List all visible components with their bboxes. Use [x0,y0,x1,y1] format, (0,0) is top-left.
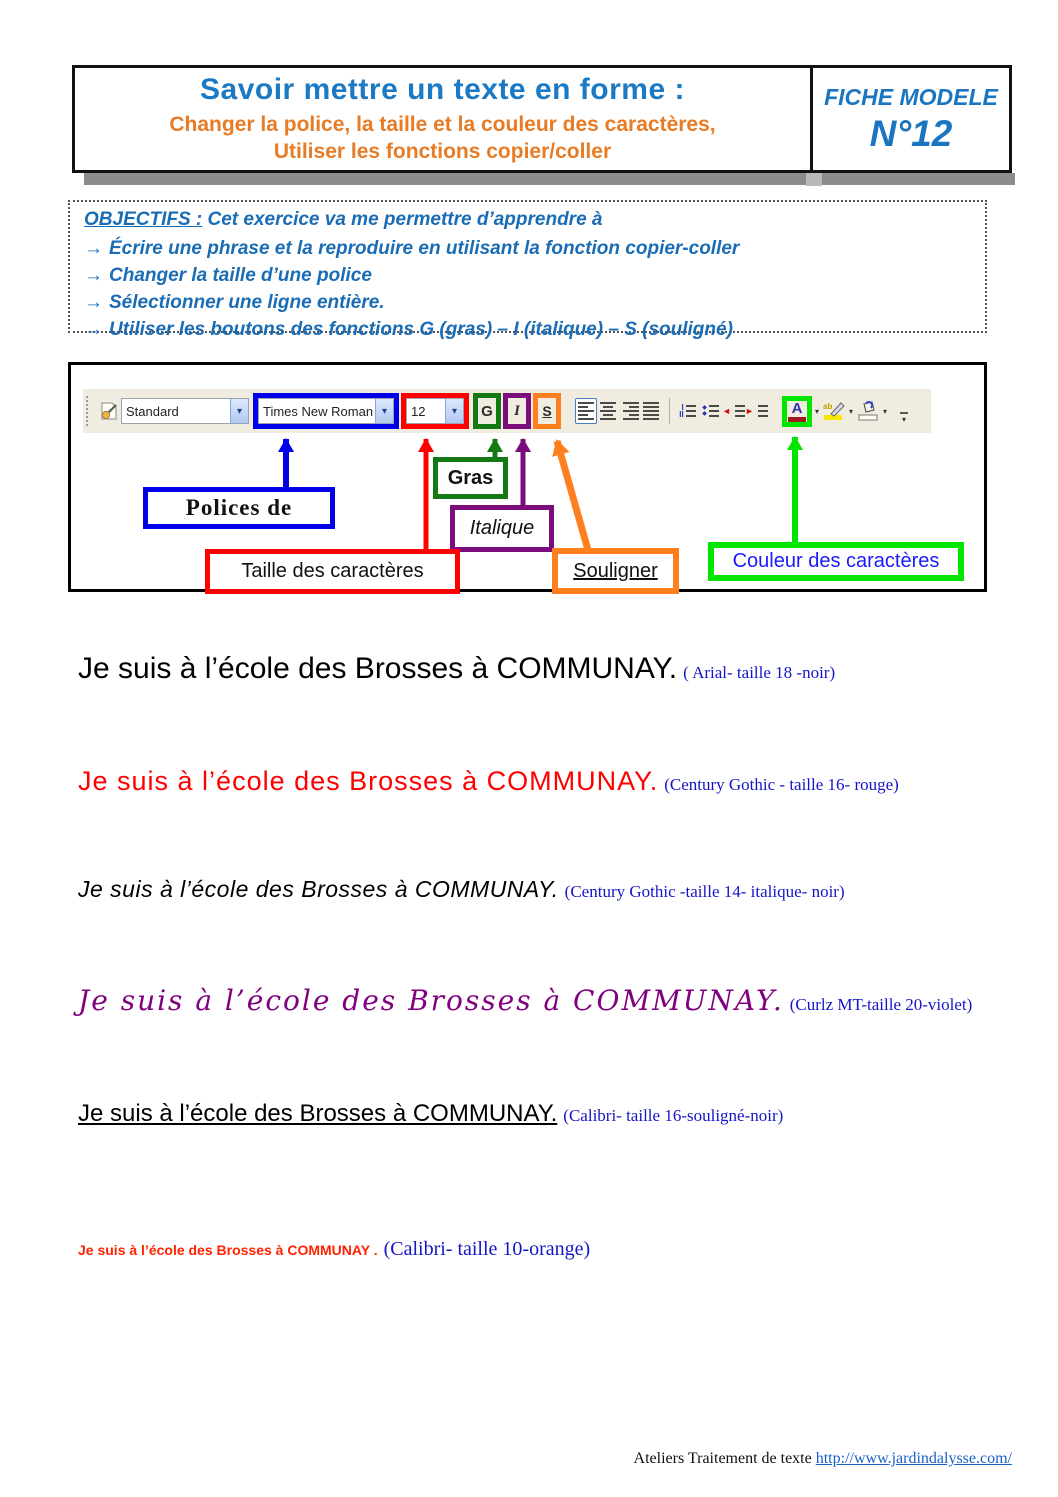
font-size-highlight-box [401,393,469,429]
chevron-down-icon[interactable]: ▾ [883,406,888,416]
sample-text: Je suis à l’école des Brosses à COMMUNAY . [78,1242,378,1258]
fiche-number: N°12 [869,112,953,154]
objective-text: Utiliser les boutons des fonctions G (gras) – I (italique) – S (souligné) [109,319,733,340]
font-color-swatch [788,417,806,422]
objective-item [84,235,971,262]
chevron-down-icon[interactable]: ▾ [230,399,248,423]
sample-line-arial [78,652,835,686]
sample-text: Je suis à l’école des Brosses à COMMUNAY. [78,766,659,796]
page-subtitle-1: Changer la police, la taille et la couleur des caractères, [169,113,716,136]
header-shadow-notch [806,173,822,186]
toolbar-drag-handle-icon[interactable] [86,396,92,426]
objectives-box [68,200,987,340]
increase-indent-button[interactable]: ► [745,398,768,424]
align-justify-button[interactable] [641,398,663,424]
fiche-modele-label: FICHE MODELE [824,83,998,110]
arrow-bullet-icon: → [84,265,103,286]
bold-highlight-box [473,393,501,429]
chevron-down-icon[interactable]: ▾ [815,406,820,416]
callout-font: Polices de [143,487,335,529]
objectives-heading-rest: Cet exercice va me permettre d’apprendre à [202,209,603,230]
format-paintbrush-icon[interactable] [97,399,121,423]
bullet-list-button[interactable]: ◆ ◆ [699,398,722,424]
font-color-highlight-box [782,396,812,427]
sample-text: Je suis à l’école des Brosses à COMMUNAY. [78,984,784,1017]
background-color-icon[interactable] [856,400,880,422]
svg-text:ab: ab [823,402,833,411]
font-color-button[interactable] [787,401,807,422]
italic-button[interactable]: I [508,398,526,424]
word-processor-toolbar [83,389,931,433]
italic-highlight-box [503,393,531,429]
underline-highlight-box [533,393,561,429]
header-shadow [84,173,1015,185]
sample-note: (Calibri- taille 16-souligné-noir) [563,1106,784,1125]
sample-text: Je suis à l’école des Brosses à COMMUNAY. [78,876,559,902]
toolbar-overflow-button[interactable]: ▾ [900,412,908,424]
arrow-bullet-icon: → [84,292,103,313]
callout-size: Taille des caractères [205,549,460,594]
objective-text: Écrire une phrase et la reproduire en utilisant la fonction copier-coller [109,238,740,259]
font-size-dropdown[interactable] [406,398,464,424]
sample-line-calibri-16 [78,1100,783,1128]
footer-text: Ateliers Traitement de texte [633,1450,816,1467]
header [72,65,1012,173]
sample-line-century-16 [78,766,899,797]
arrow-bullet-icon: → [84,319,103,340]
chevron-down-icon[interactable]: ▾ [375,399,393,423]
objective-item [84,316,971,343]
header-badge-cell [810,68,1009,170]
objective-item [84,289,971,316]
objective-text: Sélectionner une ligne entière. [109,292,385,313]
objectives-heading-underlined: OBJECTIFS : [84,209,203,230]
sample-note: (Century Gothic - taille 16- rouge) [664,775,899,794]
highlighting-color-icon[interactable] [822,400,846,422]
chevron-down-icon[interactable]: ▾ [445,399,463,423]
paragraph-style-value: Standard [126,403,179,419]
sample-line-century-14 [78,876,845,903]
footer-link[interactable]: http://www.jardindalysse.com/ [815,1450,1012,1467]
footer [634,1450,1012,1468]
chevron-down-icon[interactable]: ▾ [849,406,854,416]
sample-note: (Century Gothic -taille 14- italique- noir) [564,882,845,901]
font-size-value: 12 [411,403,426,419]
font-name-value: Times New Roman [263,403,374,419]
sample-note: (Curlz MT-taille 20-violet) [789,995,973,1014]
sample-line-calibri-10 [78,1238,590,1261]
toolbar-separator [669,398,670,424]
sample-note: (Calibri- taille 10-orange) [383,1238,591,1260]
paragraph-style-dropdown[interactable] [121,398,249,424]
callout-color: Couleur des caractères [708,542,964,581]
underline-button[interactable]: S [538,398,556,424]
bold-button[interactable]: G [478,398,496,424]
font-name-dropdown[interactable] [258,398,394,424]
numbered-list-button[interactable]: I II [676,398,699,424]
callout-italic: Italique [450,505,554,552]
align-right-button[interactable] [619,398,641,424]
objectives-heading [84,209,971,231]
sample-note: ( Arial- taille 18 -noir) [683,663,836,682]
sample-text: Je suis à l’école des Brosses à COMMUNAY. [78,652,678,685]
objective-text: Changer la taille d’une police [109,265,372,286]
alignment-buttons [575,398,663,424]
toolbar-figure [68,362,987,592]
header-title-cell [75,68,810,170]
sample-text: Je suis à l’école des Brosses à COMMUNAY. [78,1100,558,1127]
page-subtitle-2: Utiliser les fonctions copier/coller [273,140,612,163]
arrow-bullet-icon: → [84,238,103,259]
sample-line-curlz [78,984,972,1017]
align-left-button[interactable] [575,398,597,424]
page-title: Savoir mettre un texte en forme : [200,73,685,106]
font-name-highlight-box [253,393,399,429]
align-center-button[interactable] [597,398,619,424]
callout-bold: Gras [433,457,508,499]
font-color-letter: A [791,399,803,417]
decrease-indent-button[interactable]: ◄ [722,398,745,424]
callout-underline: Souligner [552,548,679,594]
objective-item [84,262,971,289]
